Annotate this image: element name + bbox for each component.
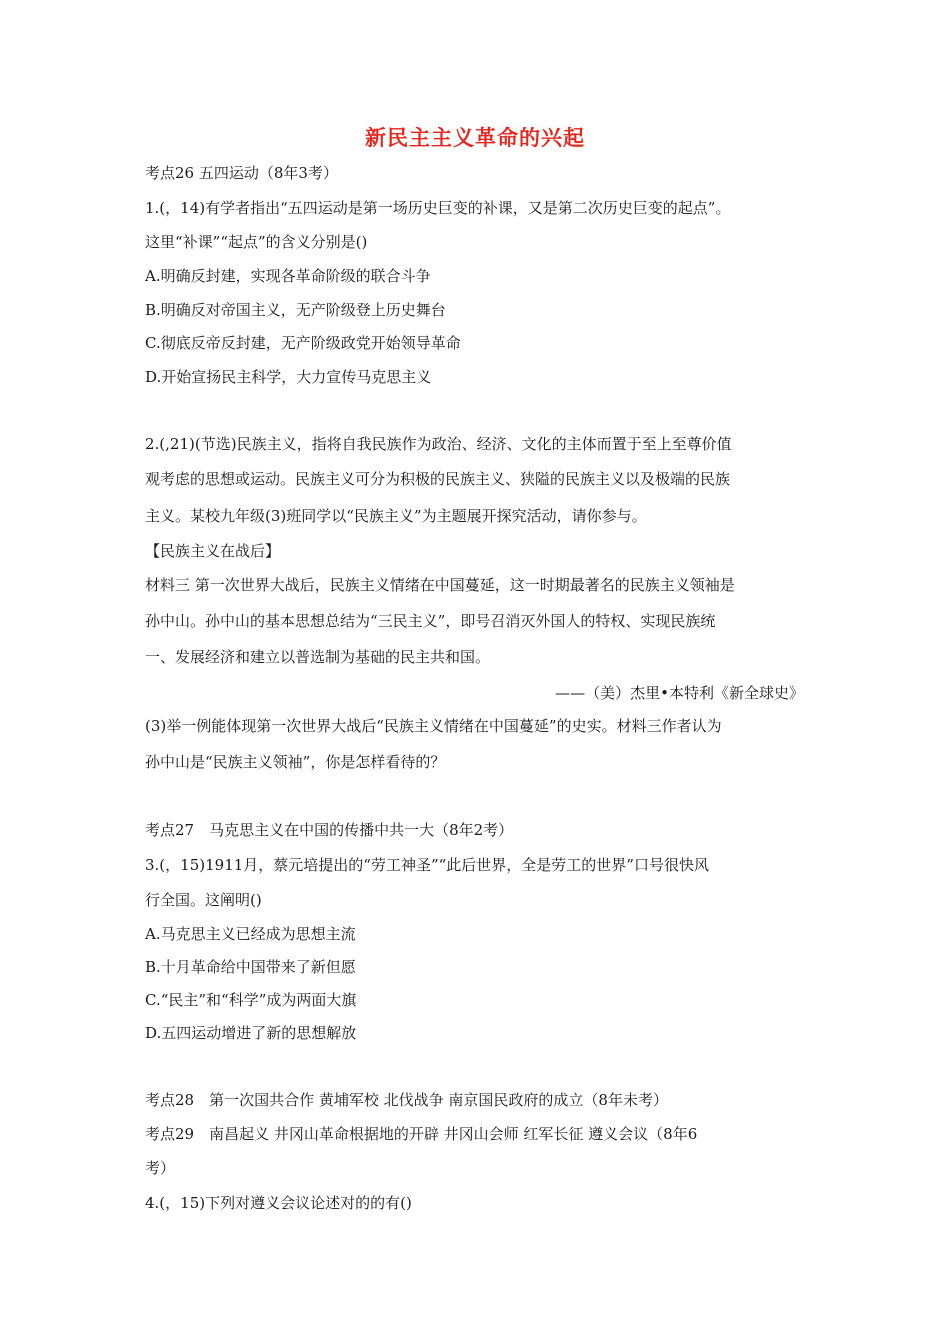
question-4-stem: 4.(，15)下列对遵义会议论述对的的有() (145, 1194, 412, 1212)
document-title: 新民主主义革命的兴起 (365, 125, 585, 150)
material-citation: ——（美）杰里•本特利《新全球史》 (555, 684, 804, 702)
material-heading: 【民族主义在战后】 (145, 542, 281, 560)
question-2-line-2: 观考虑的思想或运动。民族主义可分为积极的民族主义、狭隘的民族主义以及极端的民族 (145, 470, 731, 488)
question-2-sub-3-line-2: 孙中山是“民族主义领袖”，你是怎样看待的？ (145, 753, 446, 771)
section-heading-29-line-1: 考点29 南昌起义 井冈山革命根据地的开辟 井冈山会师 红军长征 遵义会议（8年6 (145, 1125, 698, 1143)
question-3-option-b: B.十月革命给中国带来了新但愿 (145, 958, 356, 976)
question-2-line-1: 2.(,21)(节选)民族主义，指将自我民族作为政治、经济、文化的主体而置于至上至尊价值 (145, 435, 732, 453)
question-3-option-c: C.“民主”和“科学”成为两面大旗 (145, 991, 357, 1009)
section-heading-27: 考点27 马克思主义在中国的传播中共一大（8年2考） (145, 821, 514, 839)
question-1-option-c: C.彻底反帝反封建，无产阶级政党开始领导革命 (145, 334, 461, 352)
question-3-option-a: A.马克思主义已经成为思想主流 (145, 925, 356, 943)
question-1-stem-line-1: 1.(，14)有学者指出“五四运动是第一场历史巨变的补课，又是第二次历史巨变的起点”。 (145, 199, 731, 217)
question-3-stem-line-2: 行全国。这阐明() (145, 891, 262, 909)
material-line-1: 材料三 第一次世界大战后，民族主义情绪在中国蔓延，这一时期最著名的民族主义领袖是 (145, 576, 735, 594)
section-heading-26: 考点26 五四运动（8年3考） (145, 164, 338, 182)
question-1-stem-line-2: 这里“补课”“起点”的含义分别是() (145, 233, 368, 251)
question-3-stem-line-1: 3.(，15)1911月，蔡元培提出的“劳工神圣”“此后世界，全是劳工的世界”口号很快风 (145, 856, 709, 874)
material-line-2: 孙中山。孙中山的基本思想总结为“三民主义”，即号召消灭外国人的特权、实现民族统 (145, 612, 716, 630)
question-1-option-a: A.明确反封建，实现各革命阶级的联合斗争 (145, 267, 431, 285)
section-heading-28: 考点28 第一次国共合作 黄埔军校 北伐战争 南京国民政府的成立（8年未考） (145, 1091, 668, 1109)
question-1-option-b: B.明确反对帝国主义，无产阶级登上历史舞台 (145, 301, 446, 319)
section-heading-29-line-2: 考） (145, 1159, 176, 1177)
question-3-option-d: D.五四运动增进了新的思想解放 (145, 1024, 357, 1042)
question-1-option-d: D.开始宣扬民主科学，大力宣传马克思主义 (145, 368, 432, 386)
question-2-line-3: 主义。某校九年级(3)班同学以“民族主义”为主题展开探究活动，请你参与。 (145, 507, 647, 525)
material-line-3: 一、发展经济和建立以普选制为基础的民主共和国。 (145, 648, 491, 666)
question-2-sub-3-line-1: (3)举一例能体现第一次世界大战后“民族主义情绪在中国蔓延”的史实。材料三作者认为 (145, 717, 722, 735)
